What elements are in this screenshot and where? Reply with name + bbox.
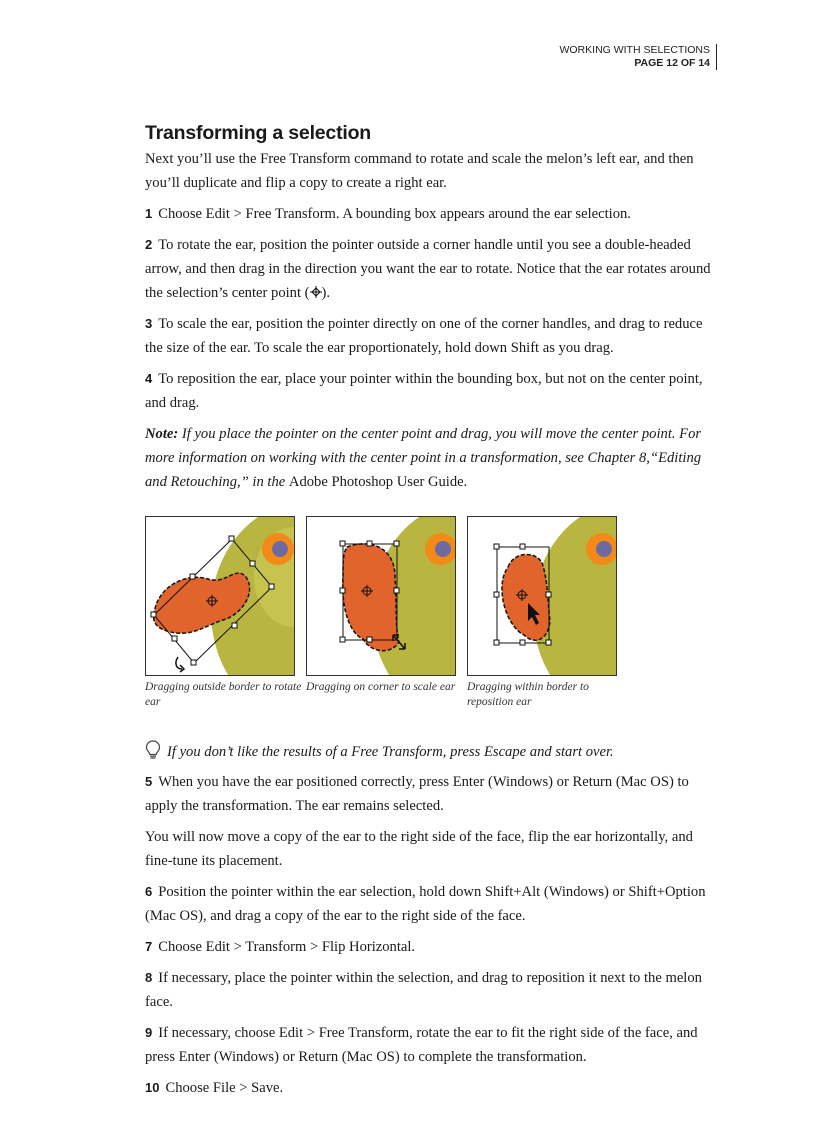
tip-text: If you don’t like the results of a Free Transform, press Escape and start over. <box>167 744 614 760</box>
step-number: 4 <box>145 371 153 386</box>
step-text: Choose File > Save. <box>165 1080 284 1096</box>
section-title: WORKING WITH SELECTIONS <box>559 44 710 56</box>
intro-paragraph: Next you’ll use the Free Transform command to rotate and scale the melon’s left ear, and then you’ll duplicate and flip a copy to create a right ear. <box>145 151 694 191</box>
figure-caption: Dragging outside border to rotate ear <box>145 681 302 708</box>
book-title: Adobe Photoshop User Guide. <box>288 474 468 490</box>
step-number: 10 <box>145 1080 160 1095</box>
step-text: When you have the ear positioned correctly, press Enter (Windows) or Return (Mac OS) to apply the transformation. The ear remains selected. <box>145 774 689 814</box>
step-2 <box>145 233 720 305</box>
step-number: 1 <box>145 206 153 221</box>
step-number: 2 <box>145 237 153 252</box>
step-3 <box>145 312 720 360</box>
step-number: 9 <box>145 1025 153 1040</box>
page-content <box>145 120 720 1107</box>
step-1 <box>145 202 720 226</box>
step-6 <box>145 880 720 928</box>
step-10 <box>145 1076 720 1100</box>
step-number: 5 <box>145 774 153 789</box>
step-text-end: ). <box>321 285 331 301</box>
step-text: If necessary, place the pointer within the selection, and drag to reposition it next to the melon face. <box>145 970 702 1010</box>
page-number: PAGE 12 OF 14 <box>634 57 710 69</box>
figure-caption: Dragging on corner to scale ear <box>306 681 456 693</box>
figure-reposition <box>467 516 627 710</box>
step-text: Position the pointer within the ear selection, hold down Shift+Alt (Windows) or Shift+Option (Mac OS), and drag a copy of the ear to the right side of the face. <box>145 884 706 924</box>
note-paragraph <box>145 422 720 494</box>
figure-caption: Dragging within border to reposition ear <box>467 681 589 708</box>
scale-ear-image <box>306 516 456 676</box>
note-text: If you place the pointer on the center point and drag, you will move the center point. For more information on working with the center point in a transformation, see Chapter 8,“Editing and Retouching,” in the <box>145 426 702 490</box>
section-heading: Transforming a selection <box>145 122 372 144</box>
step-text: To rotate the ear, position the pointer outside a corner handle until you see a double-headed arrow, and then drag in the direction you want the ear to rotate. Notice that the ear rotates around the selection’s center point ( <box>145 237 711 301</box>
center-point-icon <box>310 286 322 298</box>
step-number: 7 <box>145 939 153 954</box>
figure-rotate <box>145 516 305 710</box>
step-4 <box>145 367 720 415</box>
rotate-ear-image <box>145 516 295 676</box>
step-text: Choose Edit > Free Transform. A bounding box appears around the ear selection. <box>158 206 631 222</box>
step-8 <box>145 966 720 1014</box>
step-number: 6 <box>145 884 153 899</box>
step-number: 8 <box>145 970 153 985</box>
lightbulb-icon <box>145 740 161 760</box>
step-5 <box>145 770 720 818</box>
step-text: Choose Edit > Transform > Flip Horizontal. <box>158 939 416 955</box>
tip-paragraph <box>145 740 720 764</box>
move-paragraph: You will now move a copy of the ear to the right side of the face, flip the ear horizontally, and fine-tune its placement. <box>145 829 693 869</box>
note-label: Note: <box>145 426 179 442</box>
figure-row <box>145 516 720 726</box>
reposition-ear-image <box>467 516 617 676</box>
step-text: To reposition the ear, place your pointer within the bounding box, but not on the center point, and drag. <box>145 371 703 411</box>
running-header <box>559 44 717 70</box>
step-text: If necessary, choose Edit > Free Transform, rotate the ear to fit the right side of the face, and press Enter (Windows) or Return (Mac OS) to complete the transformation. <box>145 1025 698 1065</box>
figure-scale <box>306 516 466 695</box>
step-number: 3 <box>145 316 153 331</box>
step-9 <box>145 1021 720 1069</box>
step-text: To scale the ear, position the pointer directly on one of the corner handles, and drag to reduce the size of the ear. To scale the ear proportionately, hold down Shift as you drag. <box>145 316 703 356</box>
step-7 <box>145 935 720 959</box>
